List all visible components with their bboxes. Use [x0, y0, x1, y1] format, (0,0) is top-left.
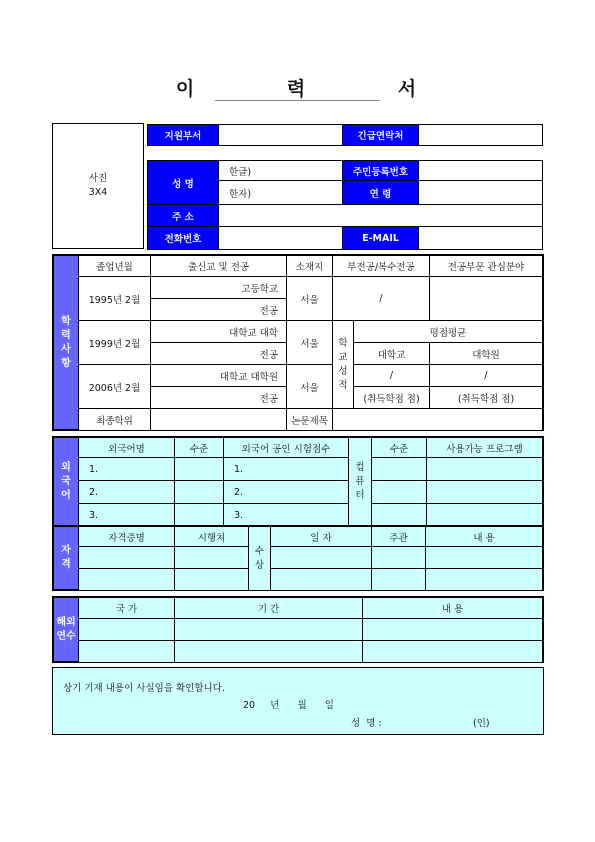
major-3[interactable]: 전공	[151, 387, 287, 409]
computer-level-1[interactable]	[372, 458, 427, 481]
thesis-label: 논문제목	[287, 409, 333, 431]
personal-table	[147, 160, 543, 250]
confirmation-box	[52, 667, 544, 735]
grad-date-1[interactable]: 1995년 2월	[79, 277, 151, 321]
overseas-period-1[interactable]	[175, 619, 363, 641]
emergency-field[interactable]	[419, 125, 543, 146]
confirmation-text: 상기 기재 내용이 사실임을 확인합니다.	[63, 683, 225, 694]
school-3[interactable]: 대학교 대학원	[151, 365, 287, 387]
award-content-1[interactable]	[426, 547, 543, 569]
seal-mark[interactable]: (인)	[473, 718, 490, 729]
overseas-side-label: 해외 연수	[53, 597, 79, 662]
education-table	[78, 255, 543, 431]
school-1[interactable]: 고등학교	[151, 277, 287, 299]
gpa-univ-value[interactable]: /	[354, 365, 430, 387]
overseas-period-2[interactable]	[175, 641, 363, 663]
computer-level-3[interactable]	[372, 504, 427, 527]
computer-level-2[interactable]	[372, 481, 427, 504]
resident-no-label: 주민등록번호	[343, 161, 419, 181]
cert-name-header: 자격증명	[79, 527, 175, 547]
award-side-label: 수 상	[249, 527, 271, 591]
lang-name-2[interactable]: 2.	[79, 481, 175, 504]
lang-level-header: 수준	[175, 438, 224, 458]
major-1[interactable]: 전공	[151, 299, 287, 321]
cert-name-2[interactable]	[79, 569, 175, 591]
signature-label: 성 명 :	[351, 718, 382, 729]
confirmation-date[interactable]: 20 년 월 일	[243, 700, 334, 711]
major-2[interactable]: 전공	[151, 343, 287, 365]
cert-table	[78, 526, 543, 591]
age-label: 연 령	[343, 181, 419, 205]
apply-dept-field[interactable]	[219, 125, 343, 146]
computer-program-header: 사용가능 프로그램	[427, 438, 543, 458]
phone-field[interactable]	[219, 227, 343, 250]
photo-box[interactable]	[52, 123, 144, 249]
overseas-content-1[interactable]	[363, 619, 543, 641]
gpa-grad-value[interactable]: /	[430, 365, 543, 387]
grad-date-2[interactable]: 1999년 2월	[79, 321, 151, 365]
overseas-country-header: 국 가	[79, 598, 175, 619]
school-2[interactable]: 대학교 대학	[151, 321, 287, 343]
award-host-1[interactable]	[372, 547, 426, 569]
language-side-label: 외 국 어	[53, 437, 79, 526]
cert-section	[52, 525, 544, 591]
overseas-content-header: 내 용	[363, 598, 543, 619]
computer-program-1[interactable]	[427, 458, 543, 481]
interest-header: 전공부문 관심분야	[430, 256, 543, 277]
gpa-side-label: 학 교 성 적	[333, 321, 354, 409]
gpa-univ-label: 대학교	[354, 343, 430, 365]
page-title: 이 력 서	[175, 78, 460, 100]
gpa-grad-label: 대학원	[430, 343, 543, 365]
photo-size: 3X4	[88, 187, 108, 198]
computer-program-2[interactable]	[427, 481, 543, 504]
overseas-country-2[interactable]	[79, 641, 175, 663]
education-side-label: 학 력 사 항	[53, 255, 79, 430]
award-host-2[interactable]	[372, 569, 426, 591]
award-date-1[interactable]	[271, 547, 372, 569]
lang-test-2[interactable]: 2.	[224, 481, 349, 504]
highest-degree-label: 최종학위	[79, 409, 151, 431]
emergency-label: 긴급연락처	[343, 125, 419, 146]
resident-no-field[interactable]	[419, 161, 543, 181]
lang-name-3[interactable]: 3.	[79, 504, 175, 527]
address-field[interactable]	[219, 205, 543, 227]
school-header: 출신교 및 전공	[151, 256, 287, 277]
grad-date-3[interactable]: 2006년 2월	[79, 365, 151, 409]
location-2[interactable]: 서울	[287, 321, 333, 365]
overseas-country-1[interactable]	[79, 619, 175, 641]
language-section	[52, 436, 544, 525]
computer-level-header: 수준	[372, 438, 427, 458]
title-underline	[215, 100, 380, 101]
language-table	[78, 437, 543, 527]
name-hanja-field[interactable]: 한자)	[219, 181, 343, 205]
email-field[interactable]	[419, 227, 543, 250]
name-korean-field[interactable]: 한글)	[219, 161, 343, 181]
lang-test-header: 외국어 공인 시험점수	[224, 438, 349, 458]
cert-name-1[interactable]	[79, 547, 175, 569]
gpa-univ-credits[interactable]: (취득학점 점)	[354, 387, 430, 409]
computer-program-3[interactable]	[427, 504, 543, 527]
cert-org-header: 시행처	[175, 527, 249, 547]
highest-degree-field[interactable]	[151, 409, 287, 431]
interest-1[interactable]	[430, 277, 543, 321]
minor-header: 부전공/복수전공	[333, 256, 430, 277]
award-date-header: 일 자	[271, 527, 372, 547]
address-label: 주 소	[148, 205, 219, 227]
lang-name-1[interactable]: 1.	[79, 458, 175, 481]
lang-level-3[interactable]	[175, 504, 224, 527]
grad-date-header: 졸업년월	[79, 256, 151, 277]
cert-org-1[interactable]	[175, 547, 249, 569]
email-label: E-MAIL	[343, 227, 419, 250]
award-date-2[interactable]	[271, 569, 372, 591]
location-header: 소재지	[287, 256, 333, 277]
phone-label: 전화번호	[148, 227, 219, 250]
overseas-period-header: 기 간	[175, 598, 363, 619]
cert-side-label: 자 격	[53, 526, 79, 590]
award-content-header: 내 용	[426, 527, 543, 547]
age-field[interactable]	[419, 181, 543, 205]
gpa-grad-credits[interactable]: (취득학점 점)	[430, 387, 543, 409]
award-content-2[interactable]	[426, 569, 543, 591]
lang-test-1[interactable]: 1.	[224, 458, 349, 481]
lang-test-3[interactable]: 3.	[224, 504, 349, 527]
thesis-field[interactable]	[333, 409, 543, 431]
apply-dept-label: 지원부서	[148, 125, 219, 146]
cert-org-2[interactable]	[175, 569, 249, 591]
name-label: 성 명	[148, 161, 219, 205]
location-1[interactable]: 서울	[287, 277, 333, 321]
overseas-content-2[interactable]	[363, 641, 543, 663]
photo-label: 사진	[88, 173, 108, 184]
location-3[interactable]: 서울	[287, 365, 333, 409]
gpa-title: 평점평균	[354, 321, 543, 343]
minor-1[interactable]: /	[333, 277, 430, 321]
overseas-table	[78, 597, 543, 663]
award-host-header: 주관	[372, 527, 426, 547]
lang-level-2[interactable]	[175, 481, 224, 504]
computer-side-label: 컴 퓨 터	[349, 438, 372, 527]
lang-name-header: 외국어명	[79, 438, 175, 458]
overseas-section	[52, 596, 544, 663]
lang-level-1[interactable]	[175, 458, 224, 481]
apply-table	[147, 124, 543, 146]
education-section	[52, 254, 544, 431]
